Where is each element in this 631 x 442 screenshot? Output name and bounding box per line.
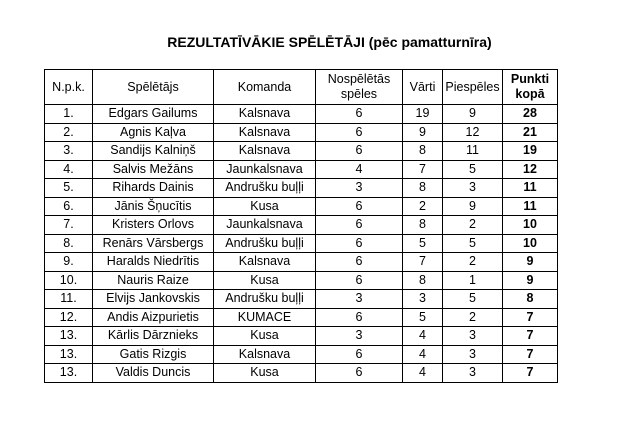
table-row: [45, 327, 558, 346]
cell-games: 6: [316, 123, 403, 142]
cell-assists: 5: [443, 234, 503, 253]
cell-games: 6: [316, 253, 403, 272]
cell-player: Salvis Mežāns: [93, 160, 214, 179]
cell-points: 8: [503, 290, 558, 309]
cell-npk: 11.: [45, 290, 93, 309]
cell-assists: 3: [443, 327, 503, 346]
cell-team: Kalsnava: [214, 345, 316, 364]
cell-points: 9: [503, 253, 558, 272]
cell-games: 6: [316, 105, 403, 124]
cell-points: 12: [503, 160, 558, 179]
cell-assists: 3: [443, 345, 503, 364]
title-sub: (pēc pamatturnīra): [368, 34, 492, 50]
cell-npk: 7.: [45, 216, 93, 235]
table-row: [45, 160, 558, 179]
cell-points: 7: [503, 364, 558, 383]
cell-npk: 8.: [45, 234, 93, 253]
cell-player: Agnis Kaļva: [93, 123, 214, 142]
cell-goals: 4: [403, 327, 443, 346]
table-row: [45, 216, 558, 235]
cell-games: 6: [316, 308, 403, 327]
cell-npk: 5.: [45, 179, 93, 198]
header-points: [503, 70, 558, 105]
cell-goals: 5: [403, 308, 443, 327]
cell-team: Andrušku buļļi: [214, 234, 316, 253]
cell-player: Edgars Gailums: [93, 105, 214, 124]
cell-assists: 2: [443, 308, 503, 327]
cell-player: Haralds Niedrītis: [93, 253, 214, 272]
table-row: [45, 234, 558, 253]
cell-team: Andrušku buļļi: [214, 179, 316, 198]
cell-points: 21: [503, 123, 558, 142]
cell-team: Andrušku buļļi: [214, 290, 316, 309]
title-main: REZULTATĪVĀKIE SPĒLĒTĀJI: [167, 34, 365, 50]
cell-player: Elvijs Jankovskis: [93, 290, 214, 309]
cell-player: Renārs Vārsbergs: [93, 234, 214, 253]
cell-goals: 8: [403, 142, 443, 161]
cell-assists: 1: [443, 271, 503, 290]
cell-npk: 12.: [45, 308, 93, 327]
cell-goals: 4: [403, 345, 443, 364]
cell-assists: 9: [443, 105, 503, 124]
table-row: [45, 179, 558, 198]
cell-team: Jaunkalsnava: [214, 160, 316, 179]
cell-npk: 9.: [45, 253, 93, 272]
cell-games: 3: [316, 290, 403, 309]
cell-games: 6: [316, 345, 403, 364]
cell-player: Sandijs Kalniņš: [93, 142, 214, 161]
cell-team: Kalsnava: [214, 123, 316, 142]
cell-points: 28: [503, 105, 558, 124]
cell-assists: 5: [443, 290, 503, 309]
cell-games: 4: [316, 160, 403, 179]
cell-points: 7: [503, 327, 558, 346]
cell-games: 6: [316, 271, 403, 290]
cell-assists: 11: [443, 142, 503, 161]
cell-npk: 6.: [45, 197, 93, 216]
table-row: [45, 123, 558, 142]
cell-team: Kusa: [214, 364, 316, 383]
cell-assists: 2: [443, 216, 503, 235]
header-assists: Piespēles: [443, 70, 503, 105]
cell-player: Kristers Orlovs: [93, 216, 214, 235]
header-npk: N.p.k.: [45, 70, 93, 105]
cell-player: Valdis Duncis: [93, 364, 214, 383]
cell-player: Rihards Dainis: [93, 179, 214, 198]
cell-goals: 4: [403, 364, 443, 383]
table-row: [45, 105, 558, 124]
table-row: [45, 290, 558, 309]
cell-goals: 19: [403, 105, 443, 124]
scorers-table: [44, 69, 558, 383]
header-games-line2: spēles: [340, 87, 378, 101]
cell-npk: 3.: [45, 142, 93, 161]
cell-goals: 9: [403, 123, 443, 142]
cell-team: Kalsnava: [214, 105, 316, 124]
table-body: [45, 105, 558, 383]
cell-games: 6: [316, 216, 403, 235]
table-header-row: [45, 70, 558, 105]
cell-points: 19: [503, 142, 558, 161]
cell-team: Kusa: [214, 197, 316, 216]
cell-goals: 5: [403, 234, 443, 253]
cell-goals: 8: [403, 179, 443, 198]
cell-npk: 2.: [45, 123, 93, 142]
cell-team: Jaunkalsnava: [214, 216, 316, 235]
cell-goals: 3: [403, 290, 443, 309]
cell-player: Andis Aizpurietis: [93, 308, 214, 327]
cell-games: 6: [316, 364, 403, 383]
cell-games: 6: [316, 142, 403, 161]
table-row: [45, 197, 558, 216]
table-row: [45, 271, 558, 290]
cell-player: Jānis Šņucītis: [93, 197, 214, 216]
cell-goals: 7: [403, 160, 443, 179]
cell-npk: 13.: [45, 364, 93, 383]
table-row: [45, 345, 558, 364]
cell-npk: 4.: [45, 160, 93, 179]
cell-assists: 2: [443, 253, 503, 272]
cell-goals: 2: [403, 197, 443, 216]
cell-npk: 13.: [45, 327, 93, 346]
cell-points: 10: [503, 234, 558, 253]
cell-team: Kalsnava: [214, 142, 316, 161]
header-player: Spēlētājs: [93, 70, 214, 105]
cell-games: 6: [316, 197, 403, 216]
cell-assists: 9: [443, 197, 503, 216]
cell-goals: 7: [403, 253, 443, 272]
cell-points: 11: [503, 179, 558, 198]
cell-team: Kusa: [214, 327, 316, 346]
cell-assists: 5: [443, 160, 503, 179]
table-row: [45, 253, 558, 272]
header-points-line2: kopā: [515, 87, 545, 101]
header-points-line1: Punkti: [510, 72, 550, 86]
cell-team: Kusa: [214, 271, 316, 290]
cell-player: Gatis Rizgis: [93, 345, 214, 364]
table-row: [45, 364, 558, 383]
cell-npk: 10.: [45, 271, 93, 290]
cell-goals: 8: [403, 216, 443, 235]
table-row: [45, 308, 558, 327]
cell-npk: 13.: [45, 345, 93, 364]
cell-assists: 3: [443, 179, 503, 198]
header-team: Komanda: [214, 70, 316, 105]
header-games-line1: Nospēlētās: [327, 72, 391, 86]
page-title: [0, 34, 631, 50]
cell-points: 7: [503, 345, 558, 364]
cell-team: Kalsnava: [214, 253, 316, 272]
header-games: [316, 70, 403, 105]
cell-assists: 3: [443, 364, 503, 383]
cell-assists: 12: [443, 123, 503, 142]
cell-player: Kārlis Dārznieks: [93, 327, 214, 346]
cell-points: 11: [503, 197, 558, 216]
cell-player: Nauris Raize: [93, 271, 214, 290]
cell-points: 10: [503, 216, 558, 235]
header-goals: Vārti: [403, 70, 443, 105]
cell-games: 3: [316, 327, 403, 346]
cell-team: KUMACE: [214, 308, 316, 327]
cell-games: 3: [316, 179, 403, 198]
cell-npk: 1.: [45, 105, 93, 124]
cell-goals: 8: [403, 271, 443, 290]
cell-games: 6: [316, 234, 403, 253]
cell-points: 7: [503, 308, 558, 327]
cell-points: 9: [503, 271, 558, 290]
table-row: [45, 142, 558, 161]
